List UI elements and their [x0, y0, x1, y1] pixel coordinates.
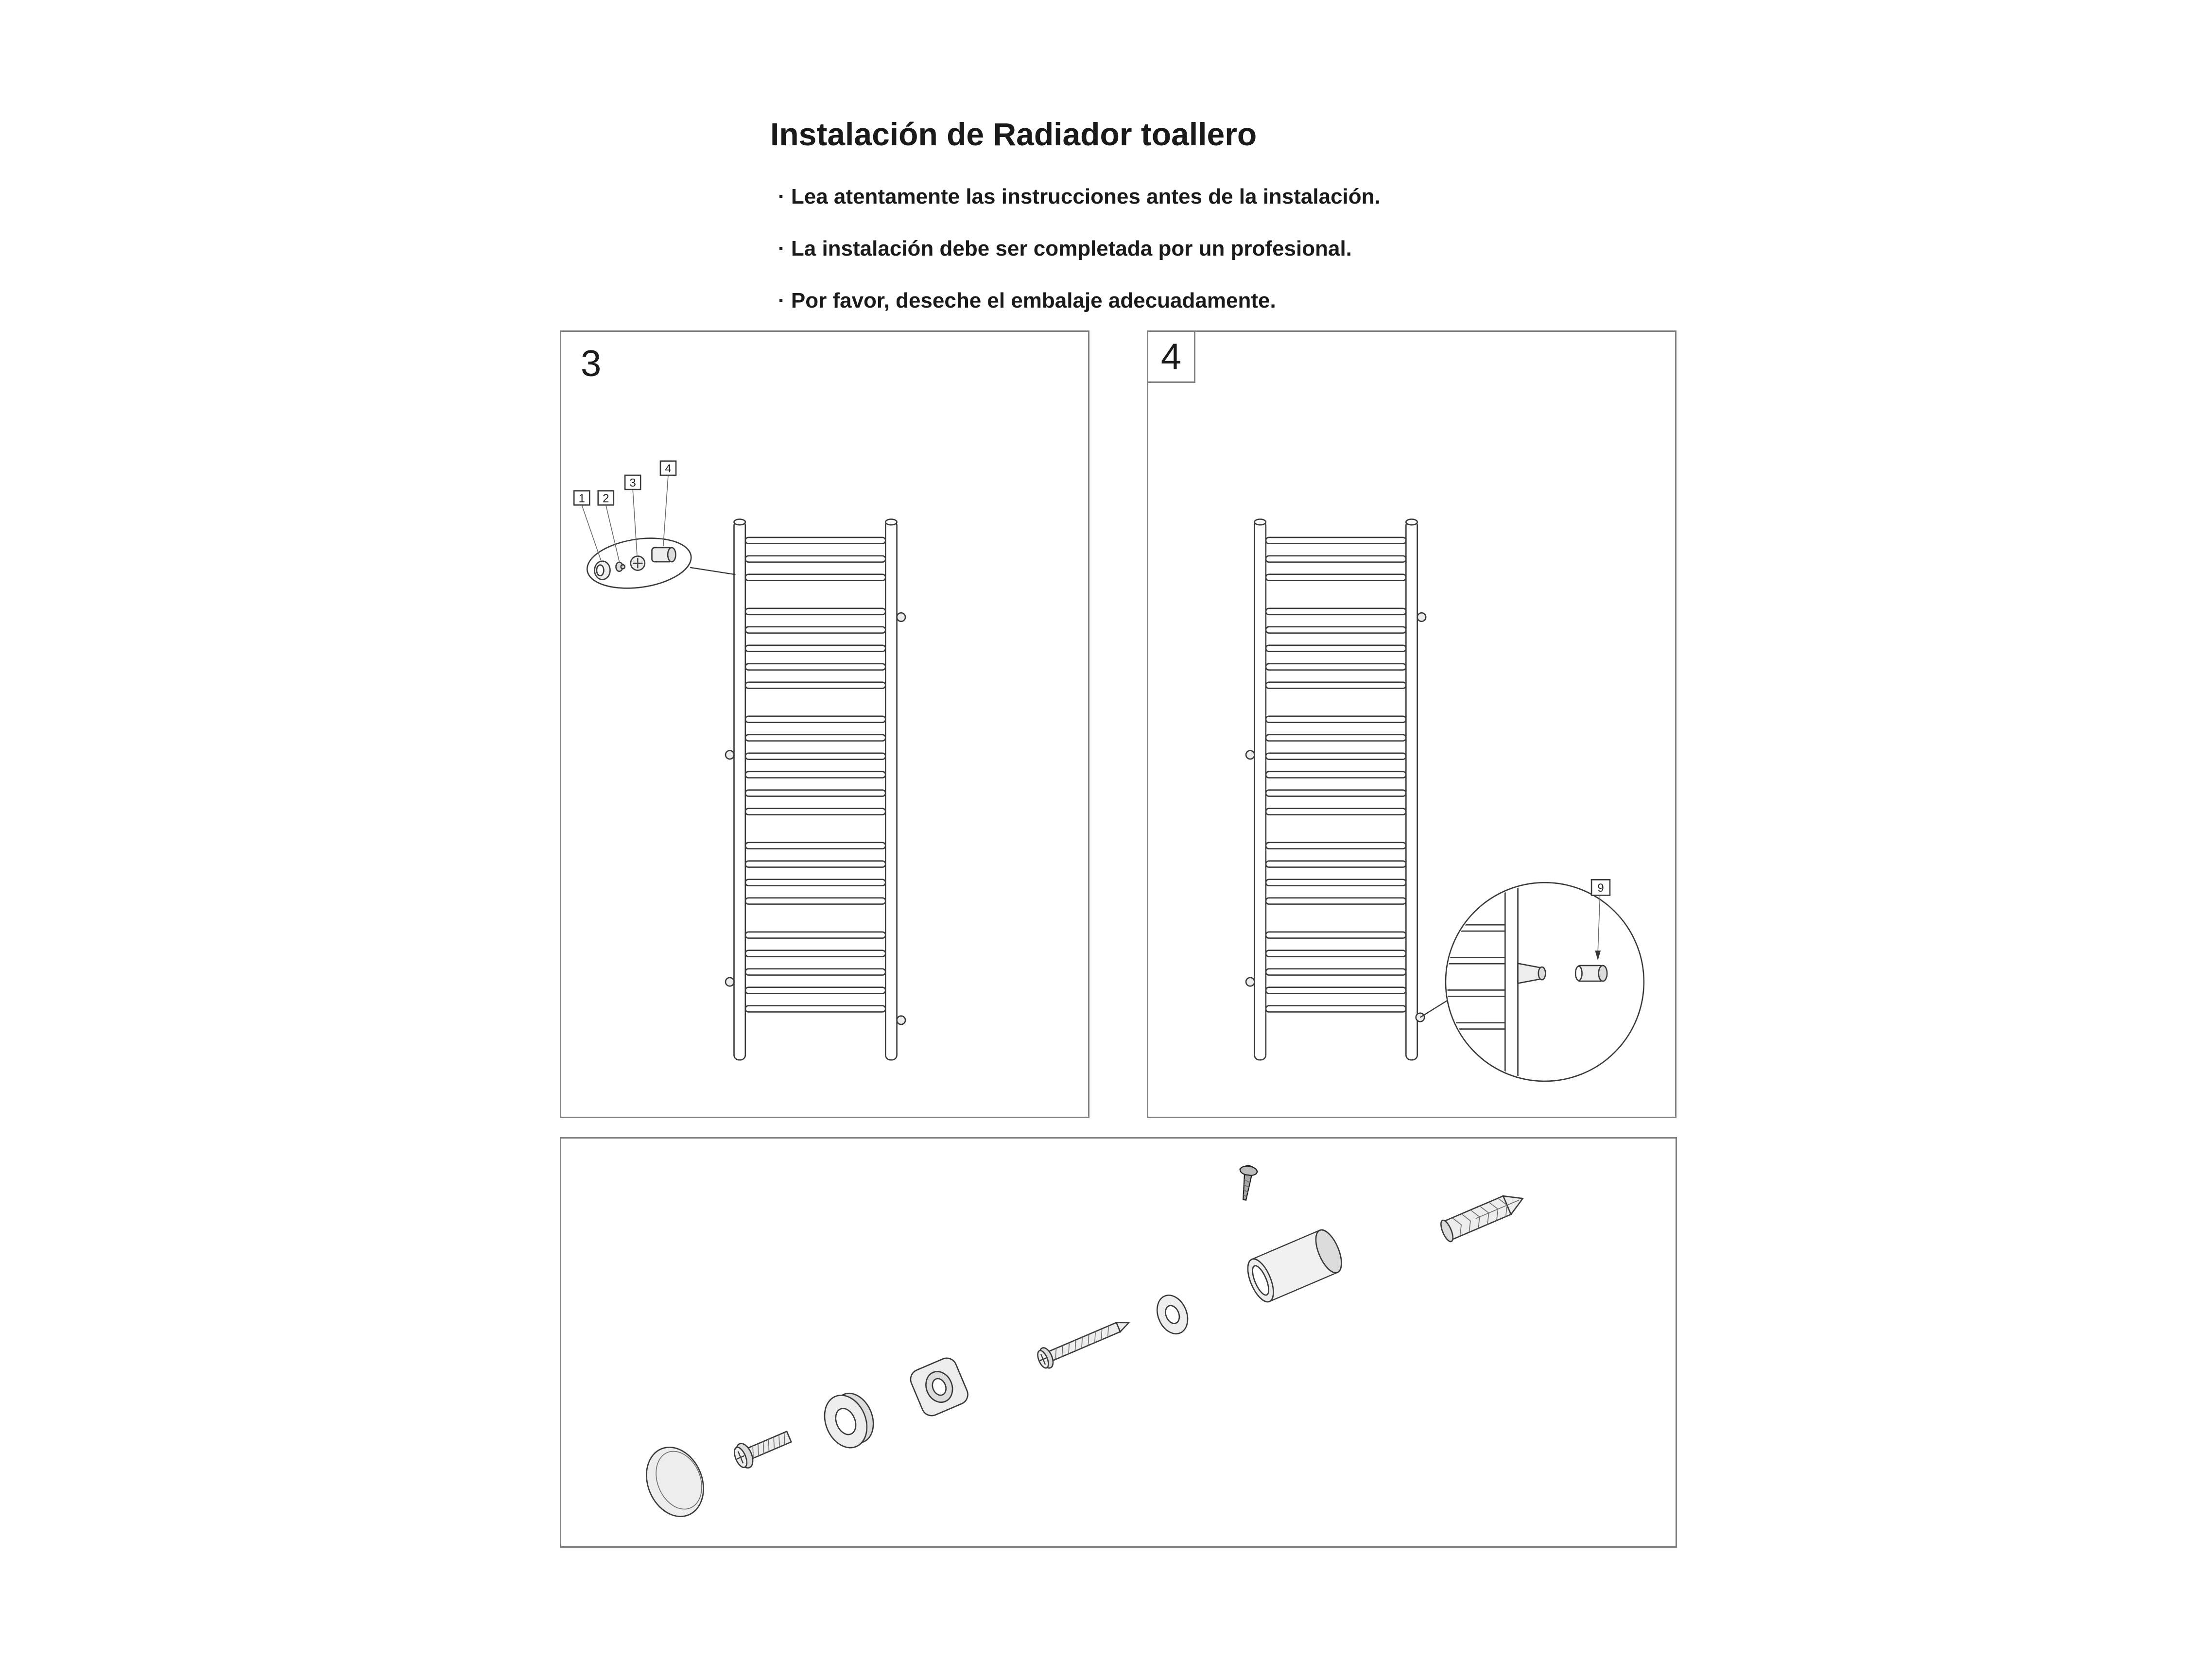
- instruction-bullet: · Lea atentamente las instrucciones antes de la instalación.: [778, 185, 1381, 208]
- step3-diagram: [561, 332, 1088, 1117]
- panel-step3: [560, 330, 1089, 1118]
- short-screw-part: [731, 1425, 794, 1471]
- mount-point: [897, 613, 905, 622]
- parts-callout: [574, 461, 735, 594]
- callout-label-1: 1: [578, 492, 585, 505]
- wall-plug-detail: [1575, 966, 1607, 981]
- mount-point: [1416, 1013, 1424, 1022]
- instruction-list: [778, 185, 1381, 341]
- long-screw-part: [1035, 1313, 1133, 1371]
- detail-label-9: 9: [1597, 881, 1604, 895]
- cap-part: [636, 1438, 713, 1525]
- callout-label-4: 4: [665, 462, 672, 476]
- wall-anchor-part: [1438, 1188, 1527, 1244]
- callout-label-2: 2: [603, 492, 609, 505]
- bracket-knob: [1518, 964, 1541, 984]
- mount-point: [897, 1016, 905, 1025]
- exploded-parts-diagram: [561, 1139, 1676, 1546]
- radiator-diagram: [1246, 519, 1426, 1060]
- detail-circle: [1420, 880, 1643, 1083]
- step4-number: 4: [1147, 330, 1195, 383]
- mount-point: [1417, 613, 1426, 622]
- mount-point: [726, 978, 734, 986]
- washer-part: [1152, 1291, 1193, 1339]
- radiator-diagram: [726, 519, 905, 1060]
- callout-label-3: 3: [629, 476, 636, 490]
- flange-part: [817, 1386, 881, 1454]
- panel-step4: [1147, 330, 1676, 1118]
- sleeve-part: [1243, 1227, 1347, 1306]
- mount-point: [726, 751, 734, 760]
- step4-diagram: [1148, 332, 1675, 1117]
- mount-point: [1246, 751, 1254, 760]
- step3-number: 3: [581, 343, 602, 384]
- mount-point: [1246, 978, 1254, 986]
- instruction-bullet: · Por favor, deseche el embalaje adecuadamente.: [778, 289, 1276, 312]
- page-title: Instalación de Radiador toallero: [770, 116, 1257, 152]
- small-screw-part: [1236, 1165, 1258, 1201]
- instruction-bullet: · La instalación debe ser completada por un profesional.: [778, 237, 1352, 260]
- bracket-part: [908, 1355, 971, 1418]
- panel-exploded-view: [560, 1137, 1677, 1548]
